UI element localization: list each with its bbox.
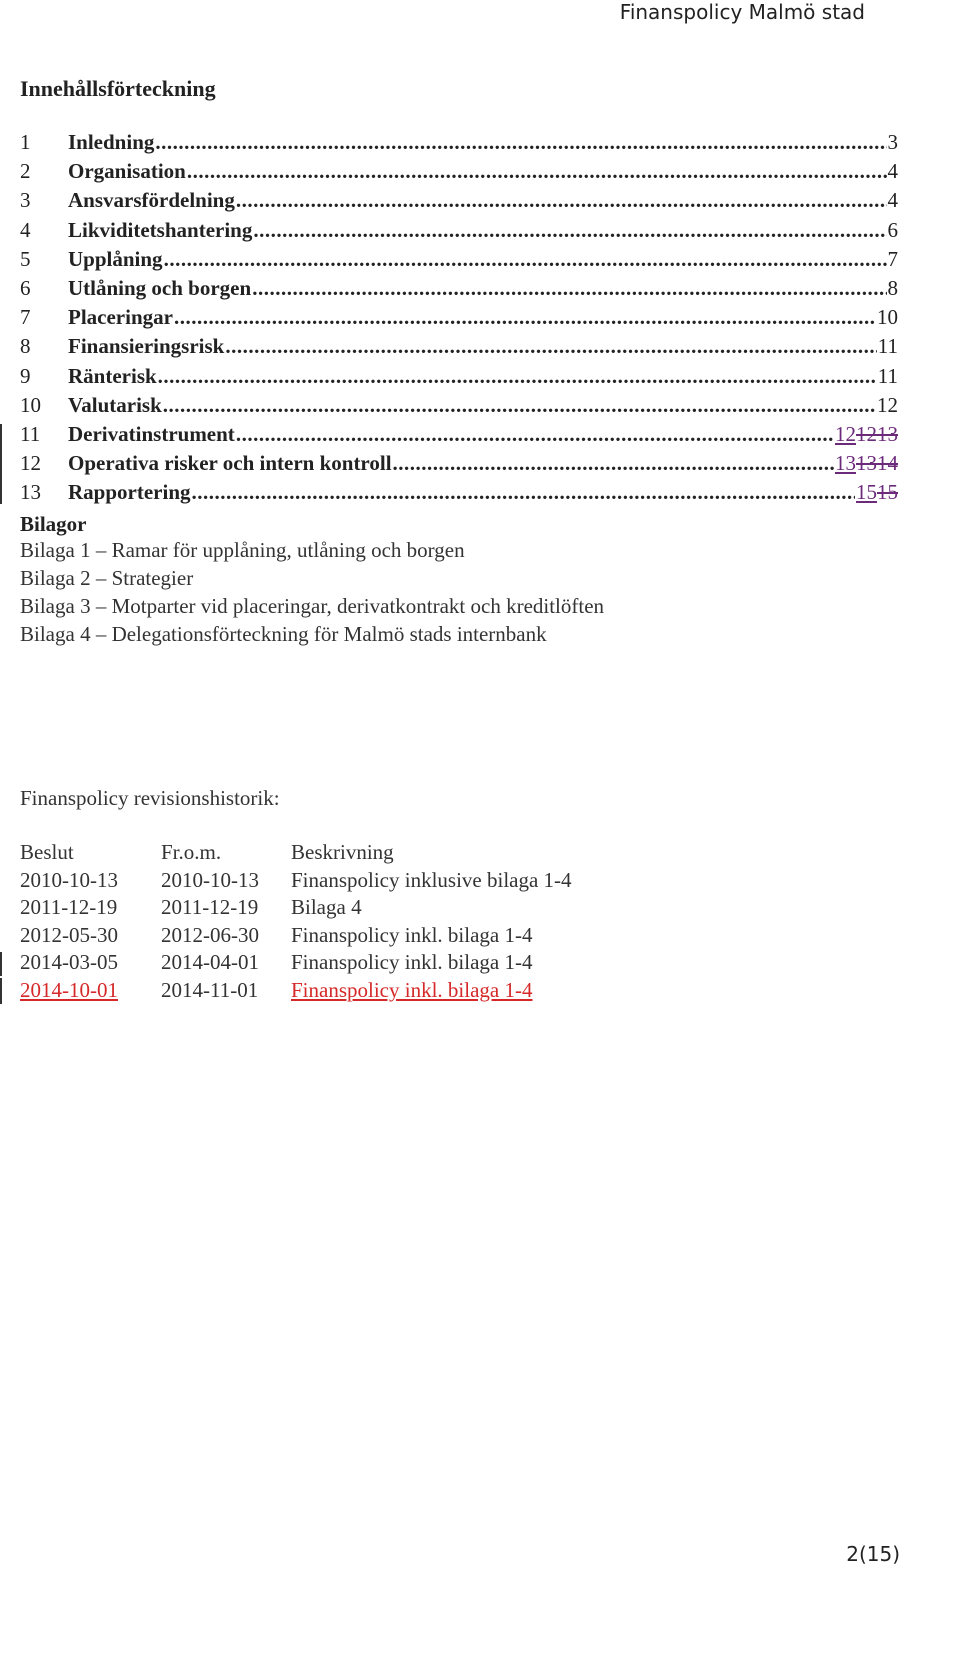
toc-number: 7: [20, 305, 31, 330]
toc-leader: [252, 276, 886, 301]
toc-leader: [158, 364, 877, 389]
table-row: [20, 895, 572, 923]
change-bar: [0, 424, 2, 451]
table-cell: 2010-10-13: [20, 867, 118, 892]
page-header: Finanspolicy Malmö stad: [619, 0, 865, 24]
toc-label: Placeringar: [68, 305, 173, 330]
toc-entry[interactable]: [20, 218, 898, 247]
toc-entry[interactable]: [20, 334, 898, 363]
toc-label: Utlåning och borgen: [68, 275, 252, 300]
table-cell: 2012-06-30: [161, 922, 259, 947]
toc-leader: [192, 480, 856, 505]
toc-entry[interactable]: [20, 276, 898, 305]
toc-number: 2: [20, 159, 31, 184]
table-cell: 2014-04-01: [161, 950, 259, 975]
bilaga-item: Bilaga 4 – Delegationsförteckning för Malmö stads internbank: [20, 622, 547, 646]
toc-label: Upplåning: [68, 246, 163, 271]
toc-page: 10: [877, 305, 898, 330]
toc-number: 5: [20, 246, 31, 271]
toc-number: 8: [20, 334, 31, 359]
toc-entry[interactable]: [20, 364, 898, 393]
column-header: Beslut: [20, 840, 74, 864]
table-row-changed: [20, 978, 572, 1006]
page-inserted: 12: [835, 421, 856, 446]
toc-page: 3: [887, 130, 898, 154]
toc-page: [835, 451, 898, 476]
toc-label: Likviditetshantering: [68, 217, 253, 242]
table-row: [20, 923, 572, 951]
table-cell: Finanspolicy inkl. bilaga 1-4: [291, 950, 533, 975]
toc-leader: [164, 247, 887, 272]
toc-entry[interactable]: [20, 188, 898, 217]
page-deleted: 13: [877, 421, 898, 446]
toc-page: 11: [877, 334, 898, 359]
toc-leader: [236, 422, 834, 447]
table-of-contents: [20, 130, 898, 509]
bilagor-title: Bilagor: [20, 512, 87, 536]
toc-number: 11: [20, 421, 41, 446]
toc-leader: [225, 334, 876, 359]
toc-label: Valutarisk: [68, 392, 162, 417]
toc-title: Innehållsförteckning: [20, 76, 216, 101]
toc-number: 1: [20, 130, 31, 154]
table-cell-inserted: Finanspolicy inkl. bilaga 1-4: [291, 977, 533, 1002]
toc-page: 11: [877, 363, 898, 388]
change-bar: [0, 480, 2, 504]
toc-entry-changed[interactable]: [20, 422, 898, 451]
revision-history-table: [20, 840, 572, 1006]
table-cell: 2011-12-19: [20, 895, 118, 920]
table-cell: 2014-03-05: [20, 950, 118, 975]
toc-label: Derivatinstrument: [68, 421, 235, 446]
column-header: Beskrivning: [291, 840, 394, 864]
table-row: [20, 950, 572, 978]
toc-leader: [174, 305, 876, 330]
toc-number: 6: [20, 275, 31, 300]
page-deleted: 12: [856, 421, 877, 446]
toc-page: [856, 480, 898, 505]
page-number: 2(15): [846, 1542, 900, 1566]
toc-entry[interactable]: [20, 247, 898, 276]
toc-page: 4: [887, 159, 898, 184]
toc-entry[interactable]: [20, 305, 898, 334]
toc-number: 3: [20, 188, 31, 213]
toc-entry-changed[interactable]: [20, 451, 898, 480]
page-inserted: 15: [856, 480, 877, 505]
column-header: Fr.o.m.: [161, 840, 222, 864]
page-deleted: 14: [877, 451, 898, 476]
toc-label: Operativa risker och intern kontroll: [68, 451, 392, 476]
toc-page: 12: [877, 392, 898, 417]
toc-entry[interactable]: [20, 393, 898, 422]
toc-number: 4: [20, 217, 31, 242]
bilaga-item: Bilaga 1 – Ramar för upplåning, utlåning och borgen: [20, 538, 465, 562]
toc-label: Ansvarsfördelning: [68, 188, 235, 213]
toc-entry[interactable]: [20, 159, 898, 188]
toc-leader: [236, 188, 887, 213]
table-row: [20, 868, 572, 896]
toc-page: 8: [887, 275, 898, 300]
table-header-row: [20, 840, 572, 868]
toc-page: 4: [887, 188, 898, 213]
toc-number: 10: [20, 392, 41, 417]
toc-label: Ränterisk: [68, 363, 157, 388]
toc-page: [835, 422, 898, 447]
page-inserted: 13: [835, 451, 856, 476]
change-bar: [0, 978, 2, 1004]
toc-leader: [253, 218, 886, 243]
toc-entry[interactable]: [20, 130, 898, 159]
change-bar: [0, 451, 2, 480]
page-deleted: 13: [856, 451, 877, 476]
bilaga-item: Bilaga 3 – Motparter vid placeringar, derivatkontrakt och kreditlöften: [20, 594, 605, 618]
table-cell-inserted: 2014-10-01: [20, 977, 118, 1002]
toc-leader: [393, 451, 834, 476]
toc-leader: [187, 159, 887, 184]
table-cell: Bilaga 4: [291, 895, 362, 920]
toc-leader: [155, 130, 886, 155]
toc-label: Organisation: [68, 159, 186, 184]
toc-label: Inledning: [68, 130, 155, 154]
bilaga-item: Bilaga 2 – Strategier: [20, 566, 194, 590]
toc-number: 12: [20, 451, 41, 476]
toc-page: 6: [887, 217, 898, 242]
toc-leader: [163, 393, 876, 418]
toc-entry-changed[interactable]: [20, 480, 898, 509]
toc-label: Rapportering: [68, 480, 191, 505]
change-bar: [0, 952, 2, 976]
table-cell: 2012-05-30: [20, 922, 118, 947]
table-cell: 2014-11-01: [161, 977, 259, 1002]
table-cell: 2010-10-13: [161, 867, 259, 892]
toc-page: 7: [887, 246, 898, 271]
page-deleted: 15: [877, 480, 898, 505]
revision-history-title: Finanspolicy revisionshistorik:: [20, 786, 280, 810]
table-cell: Finanspolicy inkl. bilaga 1-4: [291, 922, 533, 947]
toc-number: 13: [20, 480, 41, 505]
table-cell: Finanspolicy inklusive bilaga 1-4: [291, 867, 572, 892]
table-cell: 2011-12-19: [161, 895, 259, 920]
toc-label: Finansieringsrisk: [68, 334, 225, 359]
toc-number: 9: [20, 363, 31, 388]
bilagor-list: [20, 538, 604, 650]
